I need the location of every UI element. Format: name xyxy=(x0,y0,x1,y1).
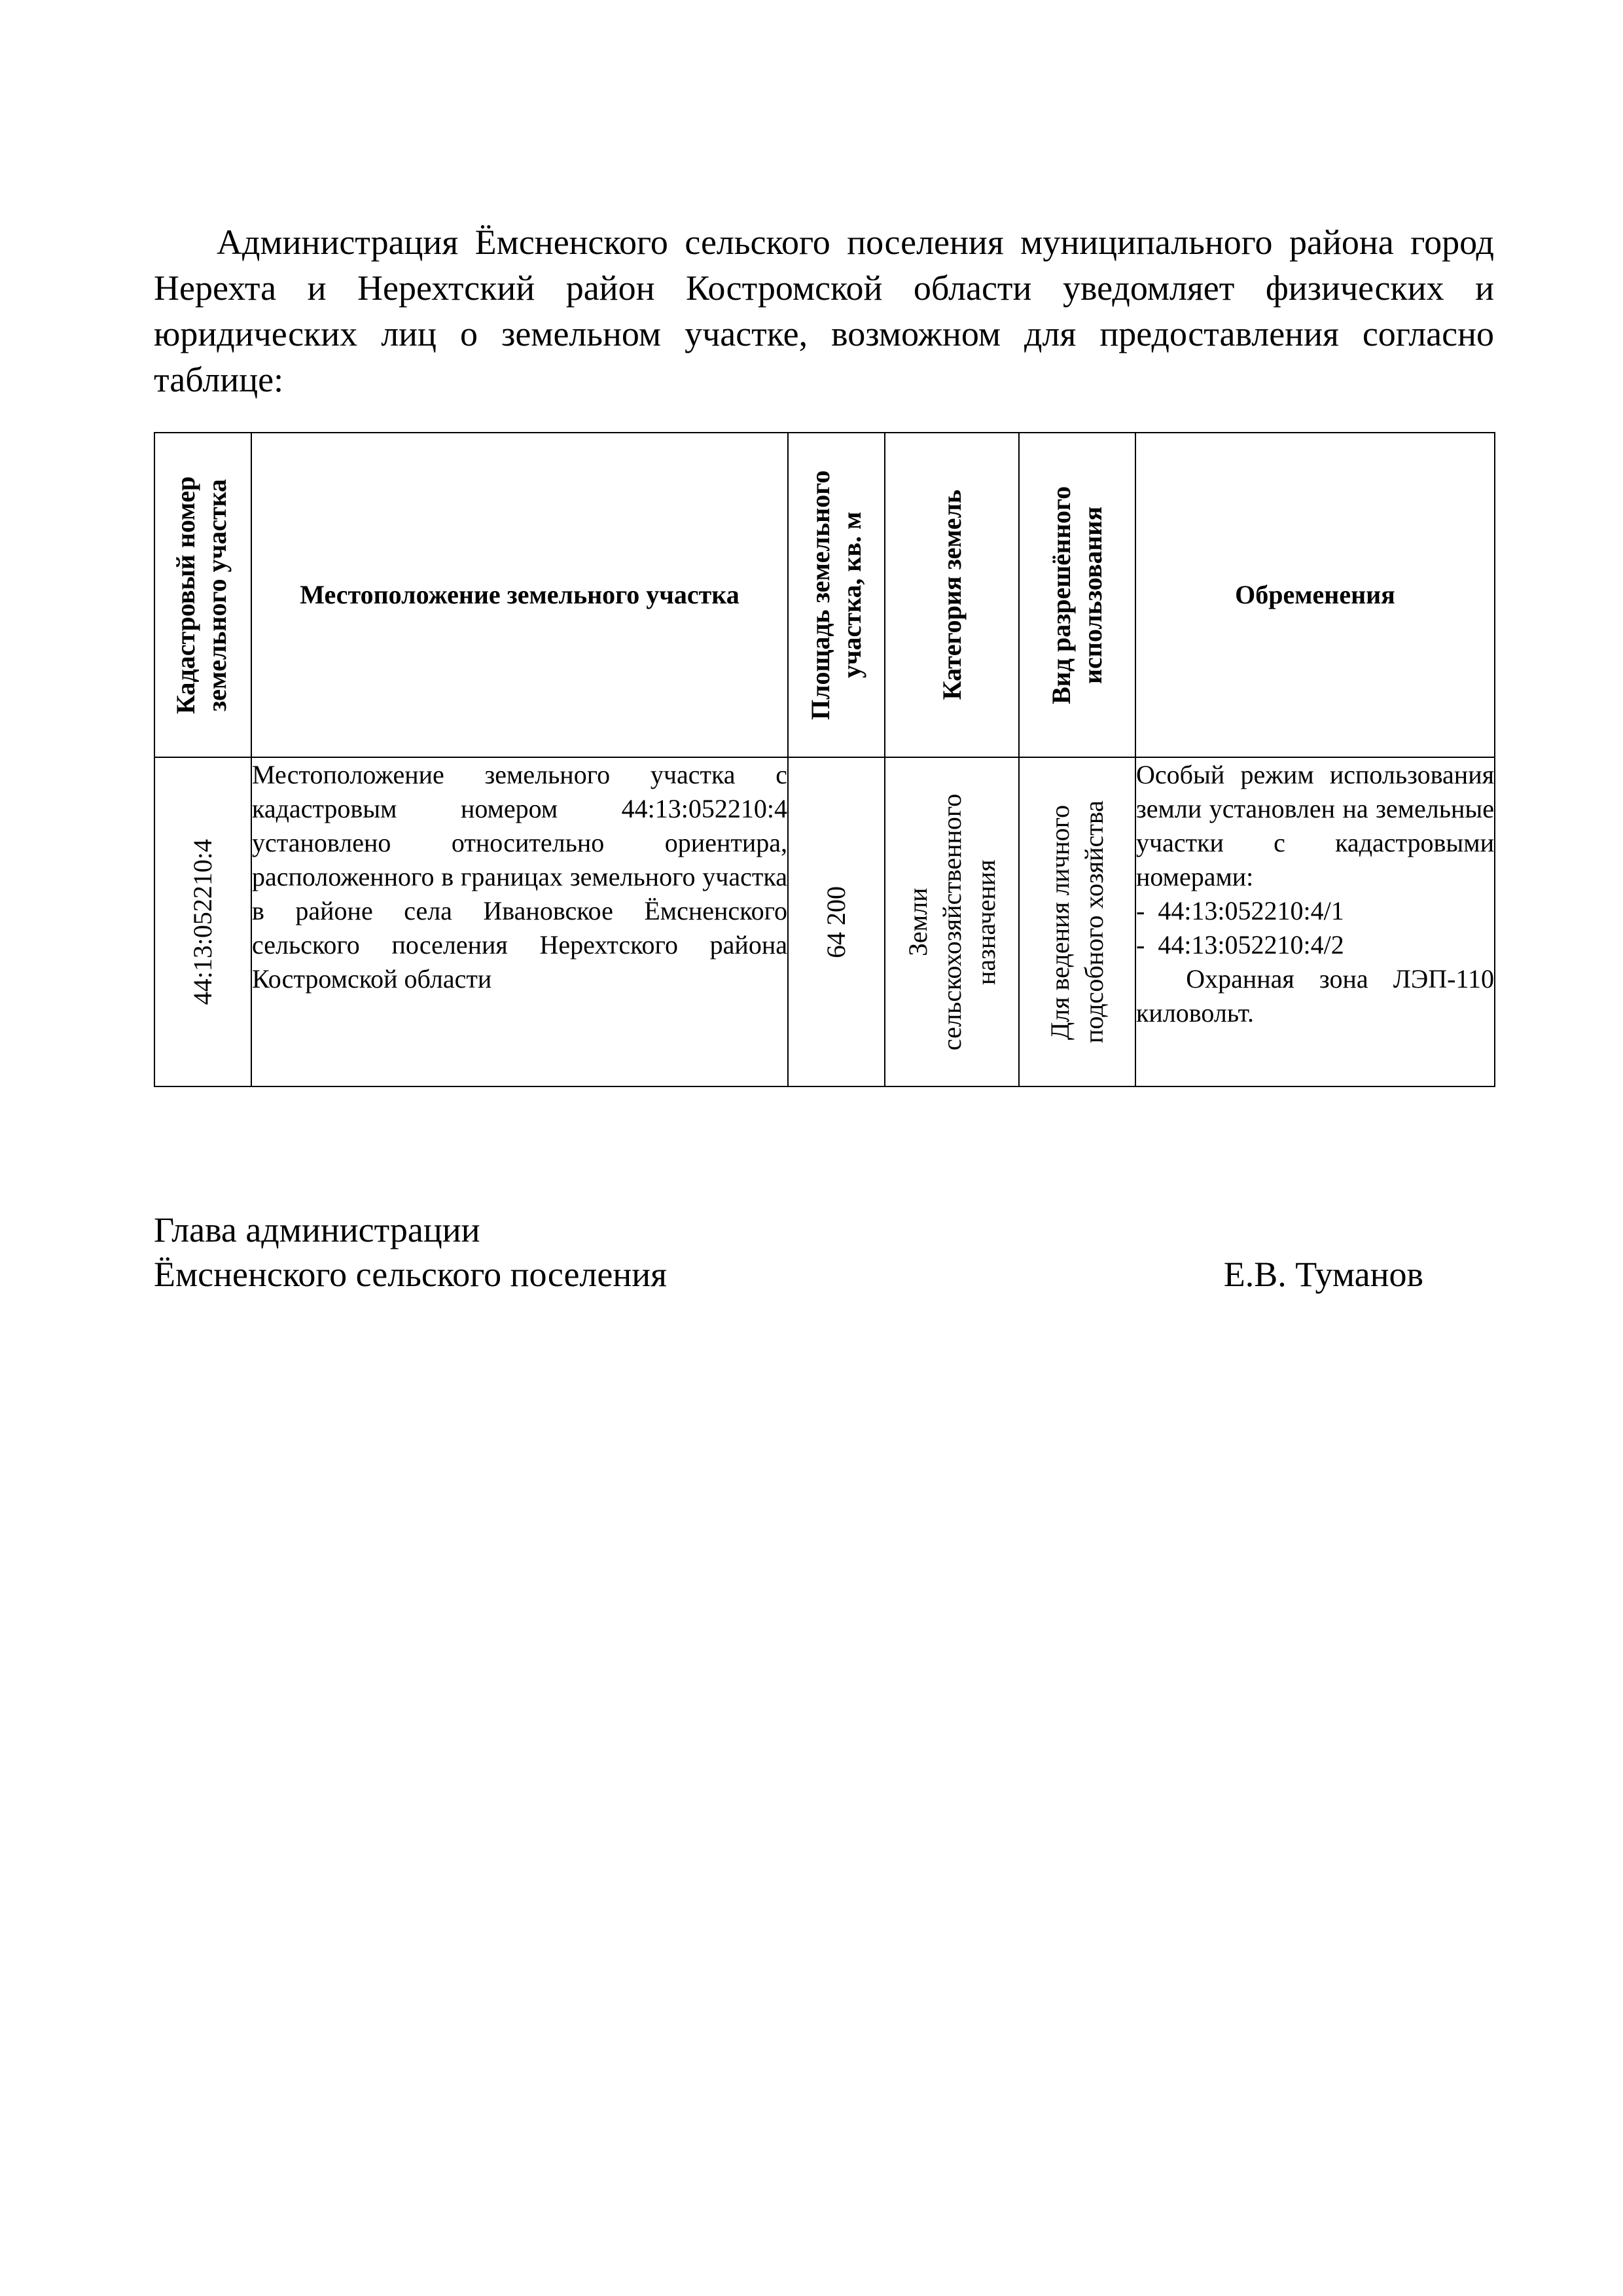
cell-category xyxy=(885,757,1019,1086)
cell-cadastral xyxy=(154,757,251,1086)
header-burden: Обременения xyxy=(1135,433,1495,757)
burden-intro: Особый режим использования земли установлен на земельные участки с кадастровыми номерами: xyxy=(1136,760,1494,891)
header-use-label: Вид разрешённого использования xyxy=(1046,486,1107,704)
header-use xyxy=(1019,433,1135,757)
cadastral-number: 44:13:052210:4 xyxy=(188,838,217,1005)
table-row xyxy=(154,757,1495,1086)
use-value: Для ведения личного подсобного хозяйства xyxy=(1045,800,1109,1043)
cell-location: Местоположение земельного участка с кадастровым номером 44:13:052210:4 установлено относительно ориентира, расположенного в границах земельного участка в районе села Ивановское Ёмсненского сельского поселения Нерехтского района Костромской области xyxy=(251,757,788,1086)
burden-item-2: - 44:13:052210:4/2 xyxy=(1136,930,1344,960)
intro-paragraph: Администрация Ёмсненского сельского поселения муниципального района город Нерехта и Нерехтский район Костромской области уведомляет физических и юридических лиц о земельном участке, возможном для предоставления согласно таблице: xyxy=(154,223,1494,399)
header-cadastral xyxy=(154,433,251,757)
signature-org: Ёмсненского сельского поселения xyxy=(154,1255,667,1294)
land-plot-table xyxy=(154,432,1501,1087)
header-location: Местоположение земельного участка xyxy=(251,433,788,757)
cell-burden xyxy=(1135,757,1501,1086)
table-header-row xyxy=(154,433,1495,757)
category-value: Земли сельскохозяйственного назначения xyxy=(902,793,1001,1050)
burden-item-1: - 44:13:052210:4/1 xyxy=(1136,896,1344,925)
header-category xyxy=(885,433,1019,757)
header-cadastral-label: Кадастровый номер земельного участка xyxy=(171,476,232,714)
header-category-label: Категория земель xyxy=(936,490,967,700)
area-value: 64 200 xyxy=(821,886,851,958)
signature-title: Глава администрации xyxy=(154,1210,480,1249)
signature-name: Е.В. Туманов xyxy=(1223,1255,1423,1294)
cell-use xyxy=(1019,757,1135,1086)
header-area-label: Площадь земельного участка, кв. м xyxy=(806,470,866,720)
burden-zone: Охранная зона ЛЭП-110 киловольт. xyxy=(1136,964,1501,1028)
cell-area xyxy=(788,757,885,1086)
signature-block xyxy=(154,1208,1423,1297)
header-area xyxy=(788,433,885,757)
